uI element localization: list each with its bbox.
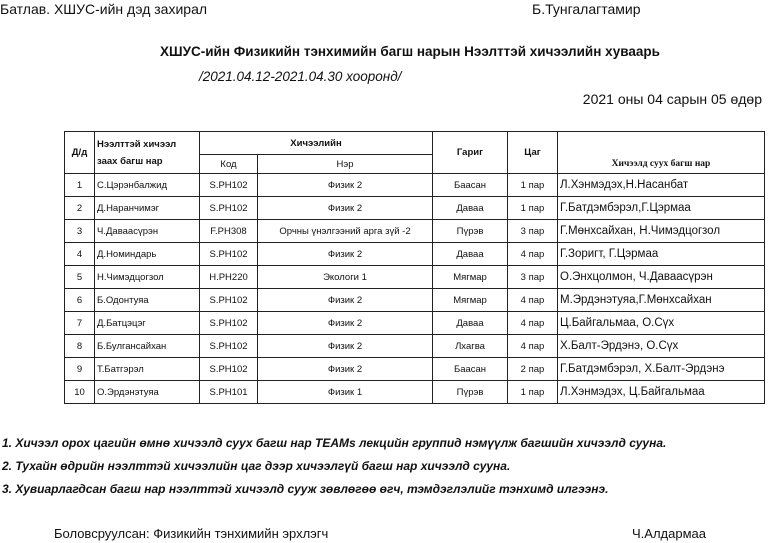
weekday: Мягмар [433,266,508,289]
table-row [65,312,765,335]
table-row [65,335,765,358]
course-name: Экологи 1 [258,266,433,289]
approver-name: Б.Тунгалагтамир [532,1,641,17]
course-code: S.PH102 [200,335,258,358]
prepared-by-label: Боловсруулсан: Физикийн тэнхимийн эрхлэгч [54,526,329,541]
course-code: S.PH102 [200,197,258,220]
col-name-header: Нэр [258,155,433,174]
row-number: 1 [65,174,95,197]
teacher-name: Д.Батцэцэг [95,312,200,335]
course-code: S.PH102 [200,174,258,197]
document-title: ХШУС-ийн Физикийн тэнхимийн багш нарын Нээлттэй хичээлийн хуваарь [160,44,660,59]
period-range: /2021.04.12-2021.04.30 хооронд/ [199,69,402,84]
row-number: 2 [65,197,95,220]
course-code: S.PH102 [200,243,258,266]
period-slot: 1 пар [508,381,558,404]
teacher-name: Б.Булгансайхан [95,335,200,358]
course-name: Физик 2 [258,312,433,335]
row-number: 8 [65,335,95,358]
notes [2,436,666,505]
observer-teachers: Ц.Байгальмаа, О.Сүх [558,312,765,335]
col-no-header: Д/д [65,132,95,174]
course-name: Физик 2 [258,174,433,197]
weekday: Лхагва [433,335,508,358]
teacher-name: Д.Номиндарь [95,243,200,266]
period-slot: 4 пар [508,243,558,266]
course-name: Физик 2 [258,243,433,266]
period-slot: 4 пар [508,312,558,335]
approval-label: Батлав. ХШУС-ийн дэд захирал [0,1,208,17]
course-code: S.PH102 [200,312,258,335]
course-name: Физик 2 [258,289,433,312]
weekday: Даваа [433,312,508,335]
weekday: Даваа [433,243,508,266]
weekday: Пүрэв [433,220,508,243]
row-number: 5 [65,266,95,289]
teacher-name: Ч.Даваасүрэн [95,220,200,243]
note-1: 1. Хичээл орох цагийн өмнө хичээлд суух багш нар TEAMs лекцийн группид нэмүүлж багшийн хичээлд сууна. [2,436,667,450]
course-code: S.PH101 [200,381,258,404]
row-number: 6 [65,289,95,312]
course-name: Физик 2 [258,358,433,381]
course-name: Орчны үнэлгээний арга зүй -2 [258,220,433,243]
table-row [65,381,765,404]
weekday: Баасан [433,174,508,197]
weekday: Баасан [433,358,508,381]
col-day-header: Гариг [433,132,508,174]
observer-teachers: Л.Хэнмэдэх,Н.Насанбат [558,174,765,197]
period-slot: 4 пар [508,335,558,358]
document-date: 2021 оны 04 сарын 05 өдөр [582,91,762,107]
period-slot: 3 пар [508,220,558,243]
col-course-header: Хичээлийн [200,132,433,155]
teacher-name: Т.Батгэрэл [95,358,200,381]
weekday: Мягмар [433,289,508,312]
observer-teachers: Г.Батдэмбэрэл, Х.Балт-Эрдэнэ [558,358,765,381]
teacher-name: О.Эрдэнэтуяа [95,381,200,404]
row-number: 3 [65,220,95,243]
course-name: Физик 2 [258,197,433,220]
teacher-name: Д.Наранчимэг [95,197,200,220]
observer-teachers: Г.Батдэмбэрэл,Г.Цэрмаа [558,197,765,220]
row-number: 4 [65,243,95,266]
teacher-name: Н.Чимэдцогзол [95,266,200,289]
table-row [65,197,765,220]
col-observers-header: Хичээлд суух багш нар [558,132,765,174]
observer-teachers: М.Эрдэнэтуяа,Г.Мөнхсайхан [558,289,765,312]
schedule-table [64,131,765,404]
table-row [65,243,765,266]
table-row [65,289,765,312]
period-slot: 1 пар [508,197,558,220]
course-code: F.PH308 [200,220,258,243]
note-3: 3. Хувиарлагдсан багш нар нээлттэй хичээлд сууж зөвлөгөө өгч, тэмдэглэлийг тэнхимд илгээнэ. [2,482,609,496]
table-row [65,266,765,289]
row-number: 10 [65,381,95,404]
row-number: 9 [65,358,95,381]
period-slot: 3 пар [508,266,558,289]
period-slot: 1 пар [508,174,558,197]
weekday: Пүрэв [433,381,508,404]
col-time-header: Цаг [508,132,558,174]
course-code: S.PH102 [200,358,258,381]
col-code-header: Код [200,155,258,174]
weekday: Даваа [433,197,508,220]
observer-teachers: Х.Балт-Эрдэнэ, О.Сүх [558,335,765,358]
col-teacher-header: Нээлттэй хичээл заах багш нар [95,132,200,174]
course-code: S.PH102 [200,289,258,312]
observer-teachers: Г.Зоригт, Г.Цэрмаа [558,243,765,266]
course-name: Физик 2 [258,335,433,358]
observer-teachers: О.Энхцолмон, Ч.Даваасүрэн [558,266,765,289]
observer-teachers: Г.Мөнхсайхан, Н.Чимэдцогзол [558,220,765,243]
table-row [65,220,765,243]
preparer-name: Ч.Алдармаа [632,526,706,541]
period-slot: 4 пар [508,289,558,312]
row-number: 7 [65,312,95,335]
table-row [65,174,765,197]
course-code: H.PH220 [200,266,258,289]
teacher-name: С.Цэрэнбалжид [95,174,200,197]
teacher-name: Б.Одонтуяа [95,289,200,312]
period-slot: 2 пар [508,358,558,381]
observer-teachers: Л.Хэнмэдэх, Ц.Байгальмаа [558,381,765,404]
table-row [65,358,765,381]
note-2: 2. Тухайн өдрийн нээлттэй хичээлийн цаг дээр хичээлгүй багш нар хичээлд сууна. [2,459,511,473]
course-name: Физик 1 [258,381,433,404]
